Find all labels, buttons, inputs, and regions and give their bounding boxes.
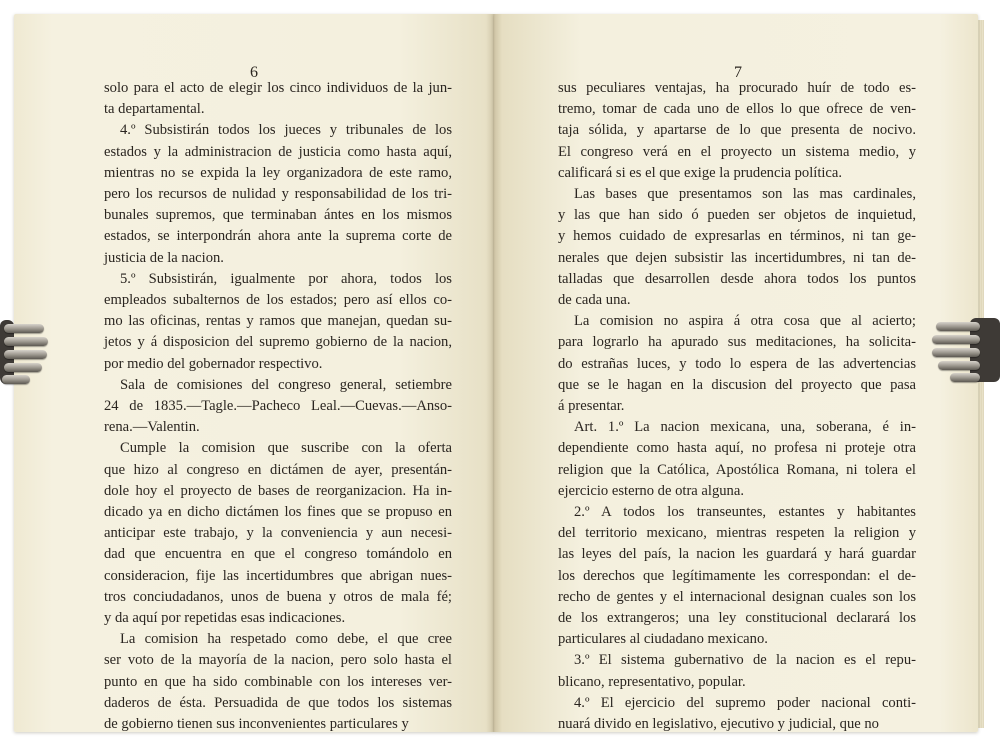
left-page <box>14 14 494 732</box>
text-line: nerales que dejen subsistir las incertidumbres, ni tan de- <box>558 249 916 266</box>
text-line: Cumple la comision que suscribe con la oferta <box>120 440 452 457</box>
text-line: que se le hagan en la discusion del proyecto que pasa <box>558 376 916 393</box>
text-line: recho de gentes y el internacional designan cuales son los <box>558 588 916 605</box>
text-line: ser voto de la mayoría de la nacion, pero solo hasta el <box>104 652 452 669</box>
text-line: dole hoy el proyecto de bases de reorganizacion. Ha in- <box>104 482 452 499</box>
text-line: 3.º El sistema gubernativo de la nacion es el repu- <box>574 652 916 669</box>
text-line: á presentar. <box>558 398 625 415</box>
text-line: Las bases que presentamos son las mas cardinales, <box>574 186 916 203</box>
text-line: daderos de ésta. Persuadida de que todos los sistemas <box>104 694 452 711</box>
text-line: rena.—Valentin. <box>104 419 200 436</box>
text-line: 5.º Subsistirán, igualmente por ahora, todos los <box>120 270 452 287</box>
text-line: 4.º El ejercicio del supremo poder nacional conti- <box>574 694 916 711</box>
text-line: solo para el acto de elegir los cinco individuos de la jun- <box>104 80 452 96</box>
text-line: religion que la Católica, Apostólica Romana, ni tolera el <box>558 461 916 478</box>
text-line: nuará divido en legislativo, ejecutivo y judicial, que no <box>558 716 879 733</box>
text-line: y hemos cuidado de expresarlas en términos, ni tan ge- <box>558 228 916 245</box>
text-line: tros conciudadanos, unos de buena y otros de mala fé; <box>104 588 452 605</box>
text-line: bunales supremos, que terminaban ántes en los mismos <box>104 207 452 224</box>
text-line: tremo, tomar de cada uno de ellos lo que ofrece de ven- <box>558 101 916 118</box>
text-line: y da aquí por repetidas esas indicaciones. <box>104 610 346 627</box>
right-page-text <box>558 78 916 735</box>
text-line: punto en que ha sido combinable con los intereses ver- <box>104 673 452 690</box>
text-line: sus peculiares ventajas, ha procurado huír de todo es- <box>558 80 916 96</box>
text-line: anticipar este trabajo, y la conveniencia y aun necesi- <box>104 525 452 542</box>
text-line: justicia de la nacion. <box>104 249 224 266</box>
text-line: particulares al ciudadano mexicano. <box>558 631 768 648</box>
text-line: Art. 1.º La nacion mexicana, una, soberana, é in- <box>574 419 916 436</box>
text-line: que hizo al congreso en dictámen de ayer, presentán- <box>104 461 452 478</box>
text-line: calificará si es el que exige la prudencia política. <box>558 164 843 181</box>
text-line: las leyes del país, la nacion les guardará y hará guardar <box>558 546 916 563</box>
text-line: pero los recursos de nulidad y responsabilidad de los tri- <box>104 186 452 203</box>
text-line: dicado ya en dicho dictámen los fines que se propuso en <box>104 504 452 521</box>
text-line: de gobierno tienen sus inconvenientes particulares y <box>104 716 409 733</box>
text-line: para lograrlo ha apurado sus meditaciones, ha solicita- <box>558 334 916 351</box>
text-line: y las que han sido ó pueden ser objetos de inquietud, <box>558 207 916 224</box>
left-page-text <box>104 78 452 735</box>
text-line: mientras no se expida la ley organizadora de este ramo, <box>104 164 452 181</box>
text-line: Sala de comisiones del congreso general, setiembre <box>120 376 452 393</box>
right-page-number: 7 <box>734 64 743 81</box>
text-line: mo las oficinas, rentas y ramos que manejan, quedan su- <box>104 313 452 330</box>
text-line: talladas que desarrollen desde ahora todos los puntos <box>558 270 916 287</box>
text-line: de los extrangeros; una ley constitucional declarará los <box>558 610 916 627</box>
text-line: de cada una. <box>558 292 631 309</box>
book-gutter <box>486 14 502 732</box>
right-page <box>494 14 978 732</box>
text-line: del territorio mexicano, mientras respeten la religion y <box>558 525 916 542</box>
text-line: taja sólida, y apartarse de lo que presenta de nocivo. <box>558 122 916 139</box>
text-line: dad que encuentra en que el congreso tomándolo en <box>104 546 452 563</box>
text-line: La comision no aspira á otra cosa que al acierto; <box>574 313 916 330</box>
text-line: 24 de 1835.—Tagle.—Pacheco Leal.—Cuevas.—Anso- <box>104 398 452 415</box>
hand-clip-icon <box>0 318 48 388</box>
text-line: La comision ha respetado como debe, el que cree <box>120 631 452 648</box>
text-line: ta departamental. <box>104 101 205 118</box>
text-line: consideracion, fije las incertidumbres que abrigan nues- <box>104 567 452 584</box>
text-line: estados y la administracion de justicia como hasta aquí, <box>104 143 452 160</box>
text-line: por medio del gobernador respectivo. <box>104 355 323 372</box>
text-line: 4.º Subsistirán todos los jueces y tribunales de los <box>120 122 452 139</box>
text-line: estados, se interpondrán ahora ante la suprema corte de <box>104 228 452 245</box>
text-line: do estrañas luces, y todo lo espera de las advertencias <box>558 355 916 372</box>
text-line: El congreso verá en el proyecto un sistema medio, y <box>558 143 916 160</box>
text-line: ejercicio esterno de otra alguna. <box>558 482 744 499</box>
text-line: los derechos que legítimamente les correspondan: el de- <box>558 567 916 584</box>
left-page-number: 6 <box>250 64 259 81</box>
text-line: empleados subalternos de los estados; pero así ellos co- <box>104 292 452 309</box>
text-line: jetos y á disposicion del supremo gobierno de la nacion, <box>104 334 452 351</box>
hand-clip-icon <box>930 316 978 386</box>
text-line: 2.º A todos los transeuntes, estantes y habitantes <box>574 504 916 521</box>
text-line: dependiente como hasta aquí, no profesa ni proteje otra <box>558 440 916 457</box>
text-line: blicano, representativo, popular. <box>558 673 746 690</box>
